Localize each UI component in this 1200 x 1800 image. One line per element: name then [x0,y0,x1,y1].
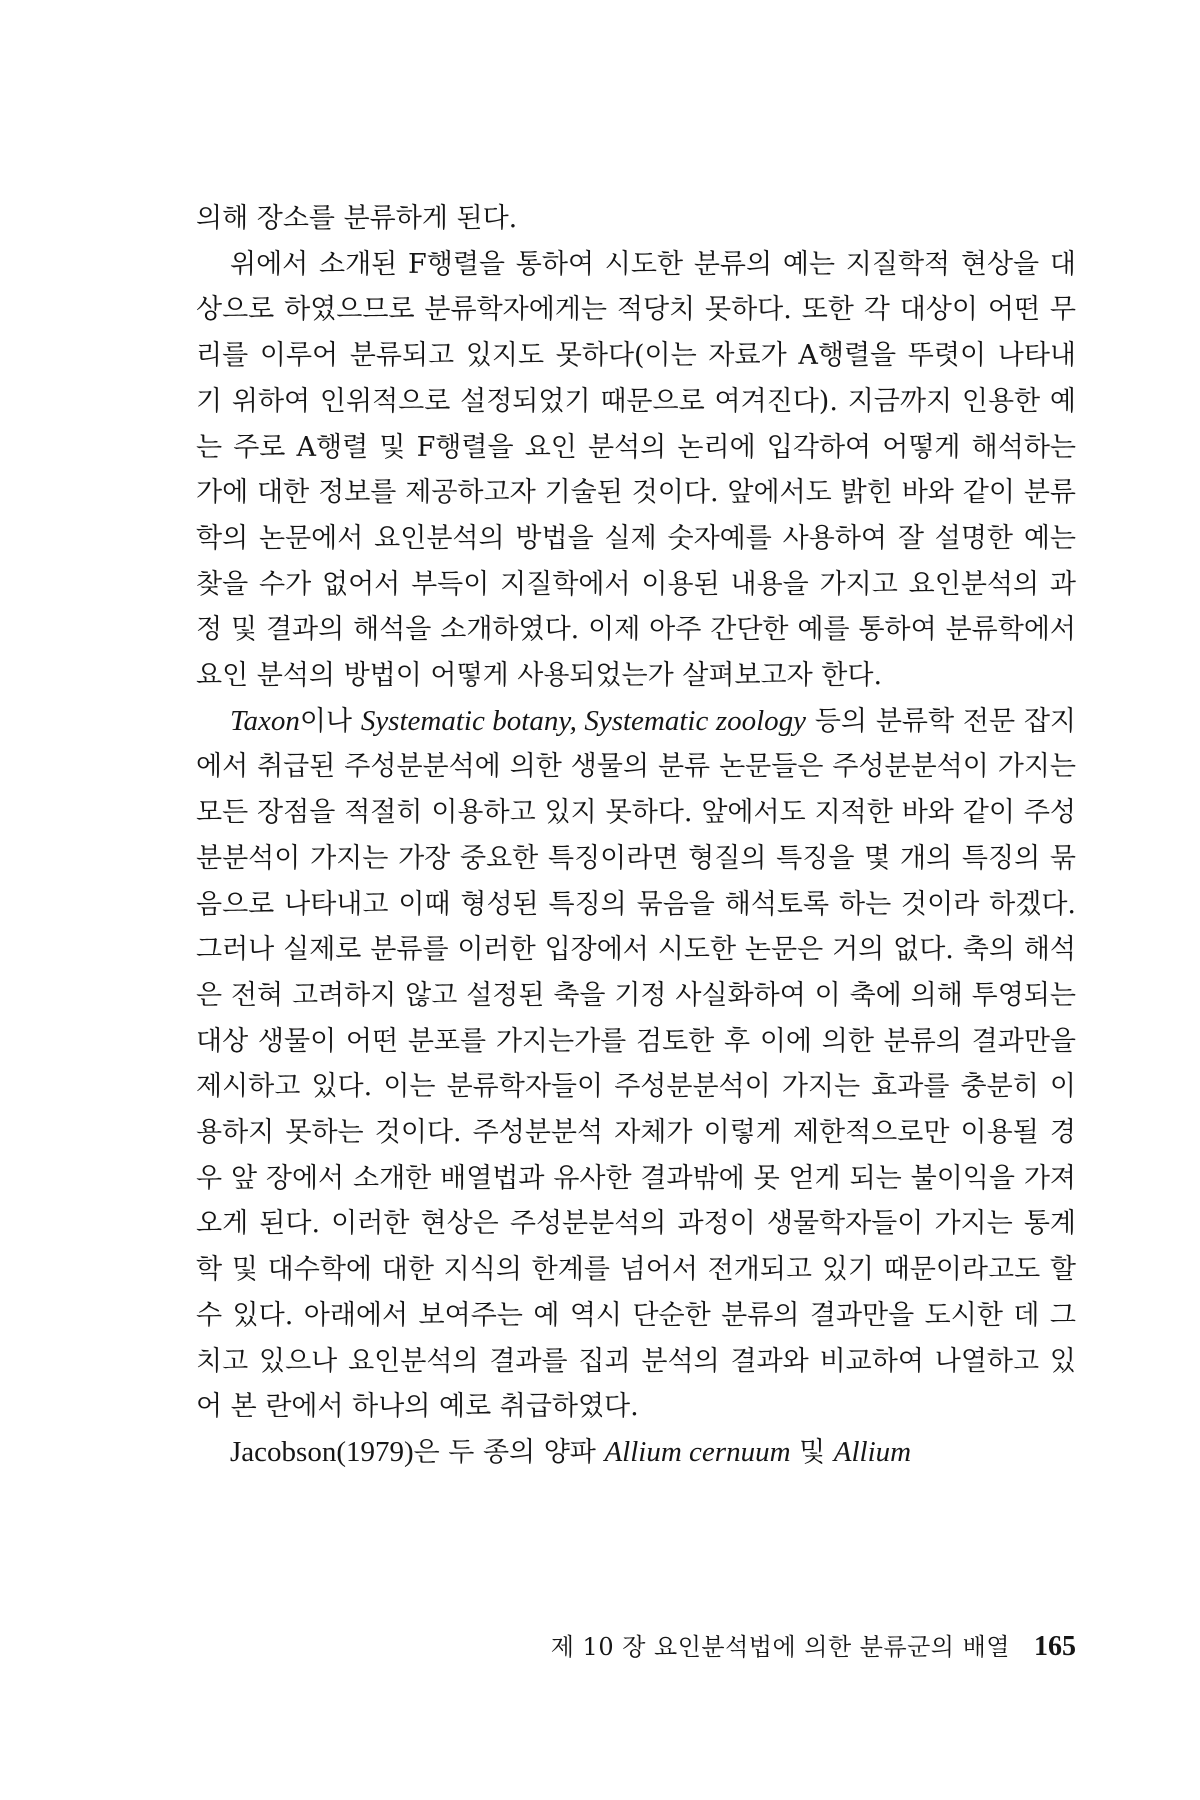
chapter-title: 제 10 장 요인분석법에 의한 분류군의 배열 [550,1633,1010,1661]
running-footer [196,1624,1076,1670]
paragraph-1: 의해 장소를 분류하게 된다. [196,203,518,234]
paragraph-2: 위에서 소개된 F행렬을 통하여 시도한 분류의 예는 지질학적 현상을 대상으로 하였으므로 분류학자에게는 적당치 못하다. 또한 각 대상이 어떤 무리를 이루어 분류되고 있지도 못하다(이는 자료가 A행렬을 뚜렷이 나타내기 위하여 인위적으로 설정되었기 때문으로 여겨진다). 지금까지 인용한 예는 주로 A행렬 및 F행렬을 요인 분석의 논리에 입각하여 어떻게 해석하는 가에 대한 정보를 제공하고자 기술된 것이다. 앞에서도 밝힌 바와 같이 분류학의 논문에서 요인분석의 방법을 실제 숫자예를 사용하여 잘 설명한 예는 찾을 수가 없어서 부득이 지질학에서 이용된 내용을 가지고 요인분석의 과정 및 결과의 해석을 소개하였다. 이제 아주 간단한 예를 통하여 분류학에서 요인 분석의 방법이 어떻게 사용되었는가 살펴보고자 한다. [196,248,1076,692]
paragraph-3-text-a: 이나 [299,705,361,737]
species-allium-cernuum: Allium cernuum [604,1435,791,1468]
paragraph-4 [196,1430,1076,1476]
page-number: 165 [1034,1631,1076,1662]
genus-allium: Allium [833,1435,912,1468]
paragraph-4-text-b: 및 [790,1436,834,1468]
paragraph-3-text-b: 등의 분류학 전문 잡지에서 취급된 주성분분석에 의한 생물의 분류 논문들은 주성분분석이 가지는 모든 장점을 적절히 이용하고 있지 못하다. 앞에서도 지적한 바와 같이 주성분분석이 가지는 가장 중요한 특징이라면 형질의 특징을 몇 개의 특징의 묶음으로 나타내고 이때 형성된 특징의 묶음을 해석토록 하는 것이라 하겠다. 그러나 실제로 분류를 이러한 입장에서 시도한 논문은 거의 없다. 축의 해석은 전혀 고려하지 않고 설정된 축을 기정 사실화하여 이 축에 의해 투영되는 대상 생물이 어떤 분포를 가지는가를 검토한 후 이에 의한 분류의 결과만을 제시하고 있다. 이는 분류학자들이 주성분분석이 가지는 효과를 충분히 이용하지 못하는 것이다. 주성분분석 자체가 이렇게 제한적으로만 이용될 경우 앞 장에서 소개한 배열법과 유사한 결과밖에 못 얻게 되는 불이익을 가져오게 된다. 이러한 현상은 주성분분석의 과정이 생물학자들이 가지는 통계학 및 대수학에 대한 지식의 한계를 넘어서 전개되고 있기 때문이라고도 할 수 있다. 아래에서 보여주는 예 역시 단순한 분류의 결과만을 도시한 데 그치고 있으나 요인분석의 결과를 집괴 분석의 결과와 비교하여 나열하고 있어 본 란에서 하나의 예로 취급하였다. [196,705,1076,1423]
citation-jacobson: Jacobson(1979) [230,1435,414,1468]
paragraph-4-text-a: 은 두 종의 양파 [413,1436,605,1468]
journal-systematic: Systematic botany, Systematic zoology [360,704,807,737]
journal-taxon: Taxon [230,704,300,737]
page-body [196,196,1076,1596]
paragraph-3 [196,699,1076,1430]
